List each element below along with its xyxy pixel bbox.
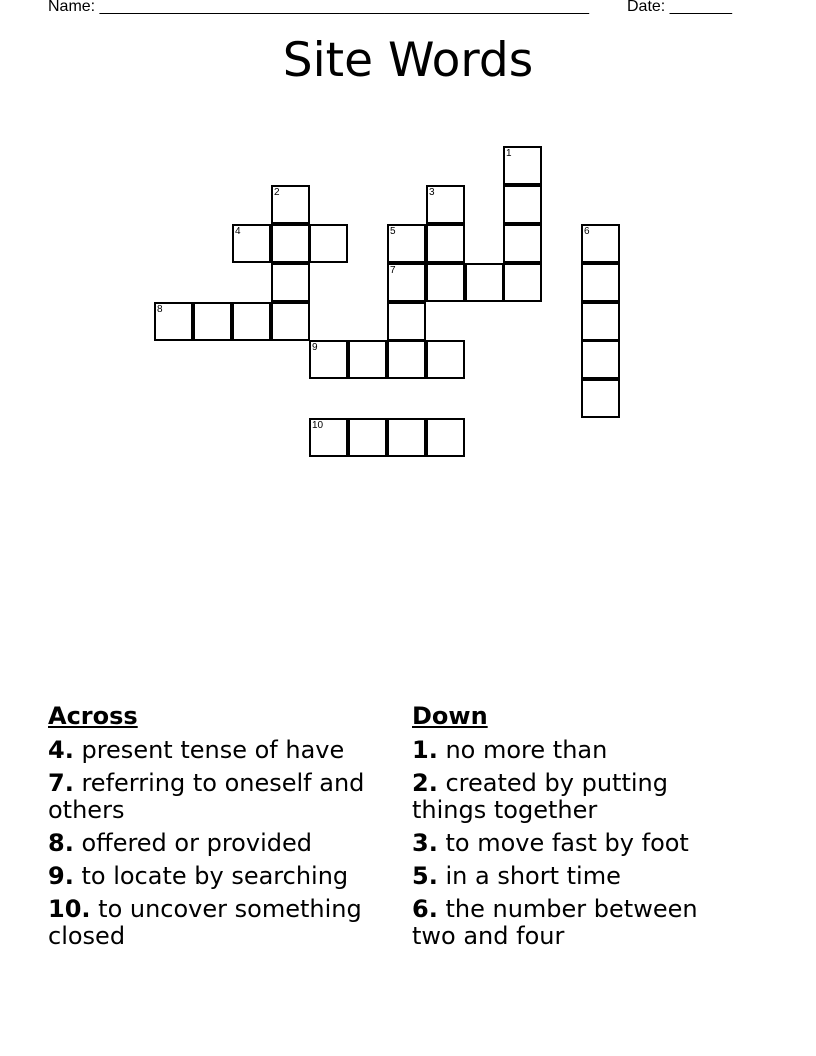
crossword-cell[interactable] [387, 263, 426, 302]
across-clue: 4. present tense of have [48, 736, 345, 764]
down-clue: 6. the number between two and four [412, 895, 698, 950]
crossword-cell[interactable] [309, 418, 348, 457]
name-field-label: Name: _______________________________________________________ [48, 0, 589, 15]
down-clues [412, 703, 732, 956]
clue-number: 10 [312, 420, 324, 431]
down-clue: 1. no more than [412, 736, 608, 764]
crossword-cell[interactable] [503, 224, 542, 263]
crossword-cell[interactable] [154, 302, 193, 341]
across-heading: Across [48, 702, 138, 730]
crossword-cell[interactable] [387, 418, 426, 457]
crossword-cell[interactable] [271, 185, 310, 224]
crossword-cell[interactable] [465, 263, 504, 302]
crossword-cell[interactable] [309, 340, 348, 379]
crossword-cell[interactable] [581, 224, 620, 263]
crossword-cell[interactable] [271, 302, 310, 341]
crossword-cell[interactable] [348, 340, 387, 379]
crossword-cell[interactable] [581, 340, 620, 379]
crossword-cell[interactable] [387, 302, 426, 341]
crossword-cell[interactable] [503, 185, 542, 224]
across-clue: 10. to uncover something closed [48, 895, 362, 950]
crossword-cell[interactable] [581, 379, 620, 418]
crossword-cell[interactable] [426, 263, 465, 302]
crossword-cell[interactable] [193, 302, 232, 341]
crossword-cell[interactable] [271, 263, 310, 302]
clue-number: 9 [312, 342, 318, 353]
across-clue: 8. offered or provided [48, 829, 312, 857]
crossword-cell[interactable] [232, 224, 271, 263]
crossword-cell[interactable] [387, 340, 426, 379]
crossword-cell[interactable] [271, 224, 310, 263]
crossword-cell[interactable] [387, 224, 426, 263]
clue-number: 2 [274, 187, 280, 198]
crossword-cell[interactable] [348, 418, 387, 457]
crossword-cell[interactable] [309, 224, 348, 263]
down-clue: 5. in a short time [412, 862, 621, 890]
clue-number: 1 [506, 148, 512, 159]
clue-number: 6 [584, 226, 590, 237]
crossword-cell[interactable] [503, 146, 542, 185]
date-field-label: Date: _______ [627, 0, 732, 15]
crossword-cell[interactable] [426, 224, 465, 263]
down-clue: 2. created by putting things together [412, 769, 668, 824]
crossword-cell[interactable] [426, 185, 465, 224]
down-clue: 3. to move fast by foot [412, 829, 689, 857]
clue-number: 5 [390, 226, 396, 237]
down-heading: Down [412, 702, 488, 730]
page-title: Site Words [282, 33, 534, 88]
crossword-cell[interactable] [426, 418, 465, 457]
clue-number: 7 [390, 265, 396, 276]
crossword-cell[interactable] [232, 302, 271, 341]
crossword-cell[interactable] [503, 263, 542, 302]
clue-number: 8 [157, 304, 163, 315]
across-clue: 7. referring to oneself and others [48, 769, 365, 824]
clue-number: 4 [235, 226, 241, 237]
crossword-cell[interactable] [581, 263, 620, 302]
across-clues [48, 703, 378, 956]
clue-number: 3 [429, 187, 435, 198]
across-clue: 9. to locate by searching [48, 862, 349, 890]
crossword-grid [0, 0, 816, 480]
crossword-cell[interactable] [581, 302, 620, 341]
crossword-cell[interactable] [426, 340, 465, 379]
